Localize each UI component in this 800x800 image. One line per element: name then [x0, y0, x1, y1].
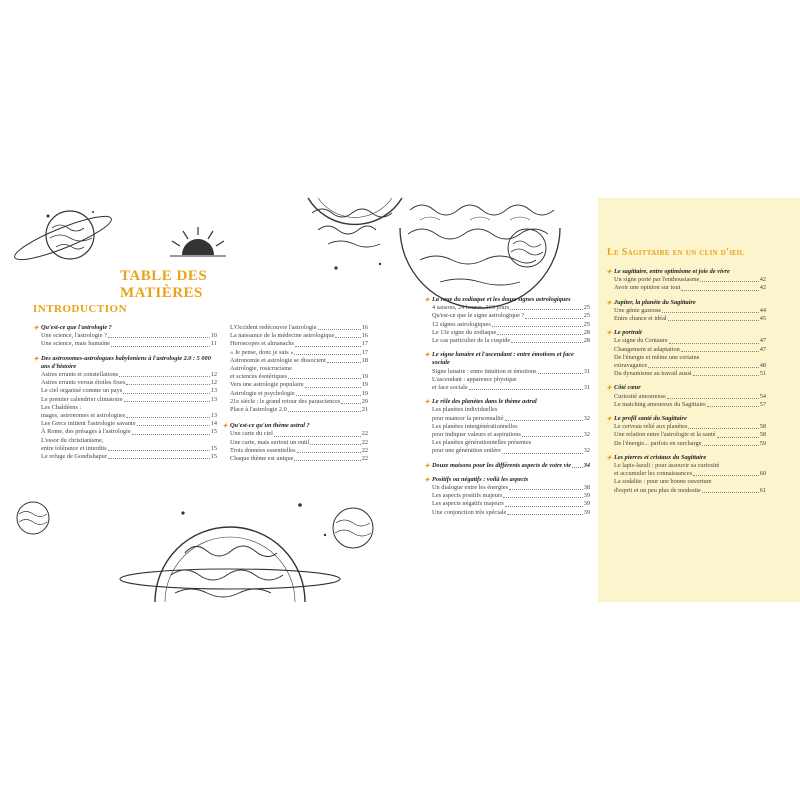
section-title[interactable]: Qu'est-ce que l'astrologie ? — [41, 324, 112, 331]
star-bullet-icon: ✦ — [424, 475, 430, 484]
toc-entry[interactable]: Une conjonction très spéciale 39 — [432, 508, 590, 516]
toc-entry[interactable]: Une science, mais humaine 11 — [41, 340, 217, 348]
toc-entry[interactable]: Les Grecs initient l'astrologie savante 14 — [41, 420, 217, 428]
section-title: Douze maisons pour les différents aspects de votre vie — [432, 461, 572, 469]
toc-entry[interactable]: Le ciel organisé comme un pays 13 — [41, 387, 217, 395]
section-title[interactable]: Côté cœur — [614, 384, 641, 392]
toc-section — [222, 422, 368, 463]
toc-entry[interactable]: mages, astronomes et astrologues 13 — [41, 412, 217, 420]
toc-section — [424, 476, 590, 517]
toc-title: TABLE DES MATIÈRES — [120, 268, 208, 301]
toc-section — [33, 355, 217, 462]
toc-section — [424, 296, 590, 345]
toc-entry[interactable]: Une carte du ciel 22 — [230, 430, 368, 438]
small-planet-left-illustration — [15, 500, 51, 536]
toc-entry[interactable]: Place à l'astrologie 2.0 21 — [230, 406, 368, 414]
star-bullet-icon: ✦ — [424, 461, 430, 470]
star-bullet-icon: ✦ — [33, 324, 39, 332]
toc-entry[interactable]: pour indiquer valeurs et aspirations 32 — [432, 431, 590, 439]
toc-entry[interactable]: Entre chance et idéal 45 — [614, 315, 766, 323]
sidebar-toc — [606, 262, 766, 495]
toc-entry[interactable]: Une génie gazeuse 44 — [614, 306, 766, 314]
toc-entry[interactable]: Curiosité amoureuse 54 — [614, 392, 766, 400]
toc-entry[interactable]: De l'énergie et même une certaine — [614, 353, 700, 361]
toc-section — [606, 454, 766, 495]
toc-section — [606, 268, 766, 293]
toc-entry[interactable]: Un signe porté par l'enthousiasme 42 — [614, 276, 766, 284]
toc-column-1 — [33, 318, 217, 461]
toc-entry[interactable]: Horoscopes et almanachs 17 — [230, 340, 368, 348]
toc-entry[interactable]: Les planètes individuelles — [432, 406, 498, 414]
toc-entry[interactable]: Le cerveau relié aux planètes 58 — [614, 423, 766, 431]
toc-entry[interactable]: Astronomie et astrologie se dissocient 18 — [230, 356, 368, 364]
section-title[interactable]: Jupiter, la planète du Sagittaire — [614, 298, 696, 306]
toc-entry[interactable]: et accumuler les connaissances 60 — [614, 470, 766, 478]
toc-entry[interactable]: Les aspects négatifs majeurs 39 — [432, 500, 590, 508]
toc-entry[interactable]: Les Chaldéens : — [41, 403, 82, 411]
toc-entry[interactable]: La naissance de la médecine astrologique 16 — [230, 332, 368, 340]
small-planet-bottom-illustration — [330, 505, 376, 551]
star-bullet-icon: ✦ — [606, 415, 612, 424]
toc-section — [424, 398, 590, 455]
star-bullet-icon: ✦ — [606, 384, 612, 393]
toc-section — [33, 324, 217, 349]
toc-section — [424, 351, 590, 392]
star-bullet-icon: ✦ — [606, 453, 612, 462]
toc-section — [606, 299, 766, 324]
star-bullet-icon: ✦ — [606, 329, 612, 338]
toc-entry[interactable]: Une carte, mais surtout un outil 22 — [230, 438, 368, 446]
toc-section — [606, 384, 766, 409]
star-bullet-icon: ✦ — [424, 398, 430, 407]
sun-icon — [168, 225, 228, 259]
toc-entry[interactable]: Astres errants et constellations 12 — [41, 371, 217, 379]
toc-entry[interactable]: L'Occident redécouvre l'astrologie 16 — [230, 324, 368, 331]
toc-entry[interactable]: Une science, l'astrologie ? 10 — [41, 332, 217, 340]
star-bullet-icon: ✦ — [424, 296, 430, 304]
section-title[interactable]: Le rôle des planètes dans le thème astral — [432, 398, 537, 406]
toc-section — [606, 415, 766, 448]
toc-entry[interactable]: À Rome, des présages à l'astrologie 15 — [41, 428, 217, 436]
toc-entry[interactable]: Le refuge de Gondishapur 15 — [41, 453, 217, 461]
toc-entry[interactable]: Signe lunaire : entre intuition et émotions 31 — [432, 367, 590, 375]
toc-entry[interactable]: et sciences ésotériques 19 — [230, 373, 368, 381]
toc-entry[interactable]: L'essor du christianisme, — [41, 436, 104, 444]
toc-entry[interactable]: Les planètes générationnelles présentes — [432, 439, 532, 447]
toc-entry[interactable]: pour une génération entière 32 — [432, 447, 590, 455]
toc-entry[interactable]: et face sociale 31 — [432, 384, 590, 392]
toc-entry[interactable]: Le lapis-lazuli : pour assouvir sa curiosité — [614, 462, 720, 470]
toc-entry[interactable]: « Je pense, donc je suis » 17 — [230, 348, 368, 356]
section-title[interactable]: Des astronomes-astrologues babyloniens à l'astrologie 2.0 : 5 000 ans d'histoire — [41, 354, 211, 370]
star-bullet-icon: ✦ — [424, 351, 430, 360]
toc-section — [424, 462, 590, 470]
section-title[interactable]: Le sagittaire, entre optimisme et joie de vivre — [614, 268, 730, 275]
toc-entry[interactable]: La sodalite : pour une bonne ouverture — [614, 478, 712, 486]
toc-entry[interactable]: entre tolérance et interdits 15 — [41, 444, 217, 452]
toc-entry[interactable]: Un dialogue entre les énergies 38 — [432, 484, 590, 492]
star-bullet-icon: ✦ — [606, 268, 612, 276]
toc-entry[interactable]: Astrologie et psychologie 19 — [230, 389, 368, 397]
toc-entry[interactable]: Vers une astrologie populaire 19 — [230, 381, 368, 389]
section-title[interactable]: Le profil santé du Sagittaire — [614, 415, 687, 423]
toc-column-3 — [424, 290, 590, 517]
ringed-planet-illustration — [8, 200, 118, 270]
toc-entry[interactable]: d'esprit et un peu plus de modestie 61 — [614, 486, 766, 494]
toc-entry[interactable]: Le cas particulier de la cuspide 28 — [432, 337, 590, 345]
toc-section — [606, 329, 766, 378]
introduction-title: INTRODUCTION — [33, 303, 128, 315]
section-title[interactable]: Qu'est-ce qu'un thème astral ? — [230, 422, 310, 430]
toc-entry[interactable]: Qu'est-ce que le signe astrologique ? 25 — [432, 312, 590, 320]
toc-entry[interactable]: Changement et adaptation 47 — [614, 345, 766, 353]
toc-entry[interactable]: 21e siècle : le grand retour des parasciences 20 — [230, 397, 368, 405]
toc-entry[interactable]: Une relation entre l'astrologie et la santé 58 — [614, 431, 766, 439]
section-title[interactable]: Le portrait — [614, 329, 642, 337]
toc-entry[interactable]: Astrologie, rosicrucisme — [230, 365, 292, 373]
toc-entry[interactable]: De l'énergie... parfois en surcharge 59 — [614, 439, 766, 447]
section-page: 34 — [583, 461, 590, 469]
toc-entry[interactable]: L'ascendant : apparence physique — [432, 375, 517, 383]
toc-entry[interactable]: pour nuancer la personnalité 32 — [432, 414, 590, 422]
star-bullet-icon: ✦ — [606, 298, 612, 307]
toc-entry[interactable]: 12 signes astrologiques 25 — [432, 320, 590, 328]
section-title[interactable]: Les pierres et cristaux du Sagittaire — [614, 453, 707, 461]
section-title[interactable]: Le signe lunaire et l'ascendant : entre émotions et face sociale — [432, 351, 574, 367]
toc-entry[interactable]: Du dynamisme au travail aussi 51 — [614, 370, 766, 378]
toc-entry[interactable]: Le matching amoureux du Sagittaire 57 — [614, 400, 766, 408]
star-bullet-icon: ✦ — [222, 422, 228, 431]
toc-entry[interactable]: Avoir une opinion sur tout 42 — [614, 284, 766, 292]
toc-entry[interactable]: Astres errants versus étoiles fixes 12 — [41, 379, 217, 387]
toc-entry[interactable]: Chaque thème est unique 22 — [230, 455, 368, 463]
star-bullet-icon: ✦ — [33, 354, 39, 363]
small-moon-top-illustration — [505, 226, 549, 270]
toc-column-2 — [222, 324, 368, 463]
toc-entry[interactable]: Trois données essentielles 22 — [230, 446, 368, 454]
large-planet-top-illustration — [300, 198, 410, 308]
toc-entry[interactable]: Le 13e signe du zodiaque 28 — [432, 328, 590, 336]
toc-entry[interactable]: Les aspects positifs majeurs 39 — [432, 492, 590, 500]
toc-entry[interactable]: 4 saisons, 24 heures, 365 jours 25 — [432, 304, 590, 312]
toc-entry[interactable]: Le premier calendrier climatoire 13 — [41, 395, 217, 403]
section-title[interactable]: La roue du zodiaque et les douze signes astrologiques — [432, 296, 571, 303]
toc-entry[interactable]: extravagance 48 — [614, 362, 766, 370]
section-title[interactable]: Positifs ou négatifs : voilà les aspects — [432, 475, 529, 483]
toc-entry[interactable]: Les planètes intergénérationnelles — [432, 422, 518, 430]
toc-entry[interactable]: Le signe du Centaure 47 — [614, 337, 766, 345]
large-ringed-planet-bottom-illustration — [115, 495, 345, 605]
sidebar-title: Le Sagittaire en un clin d'œil — [607, 247, 745, 258]
